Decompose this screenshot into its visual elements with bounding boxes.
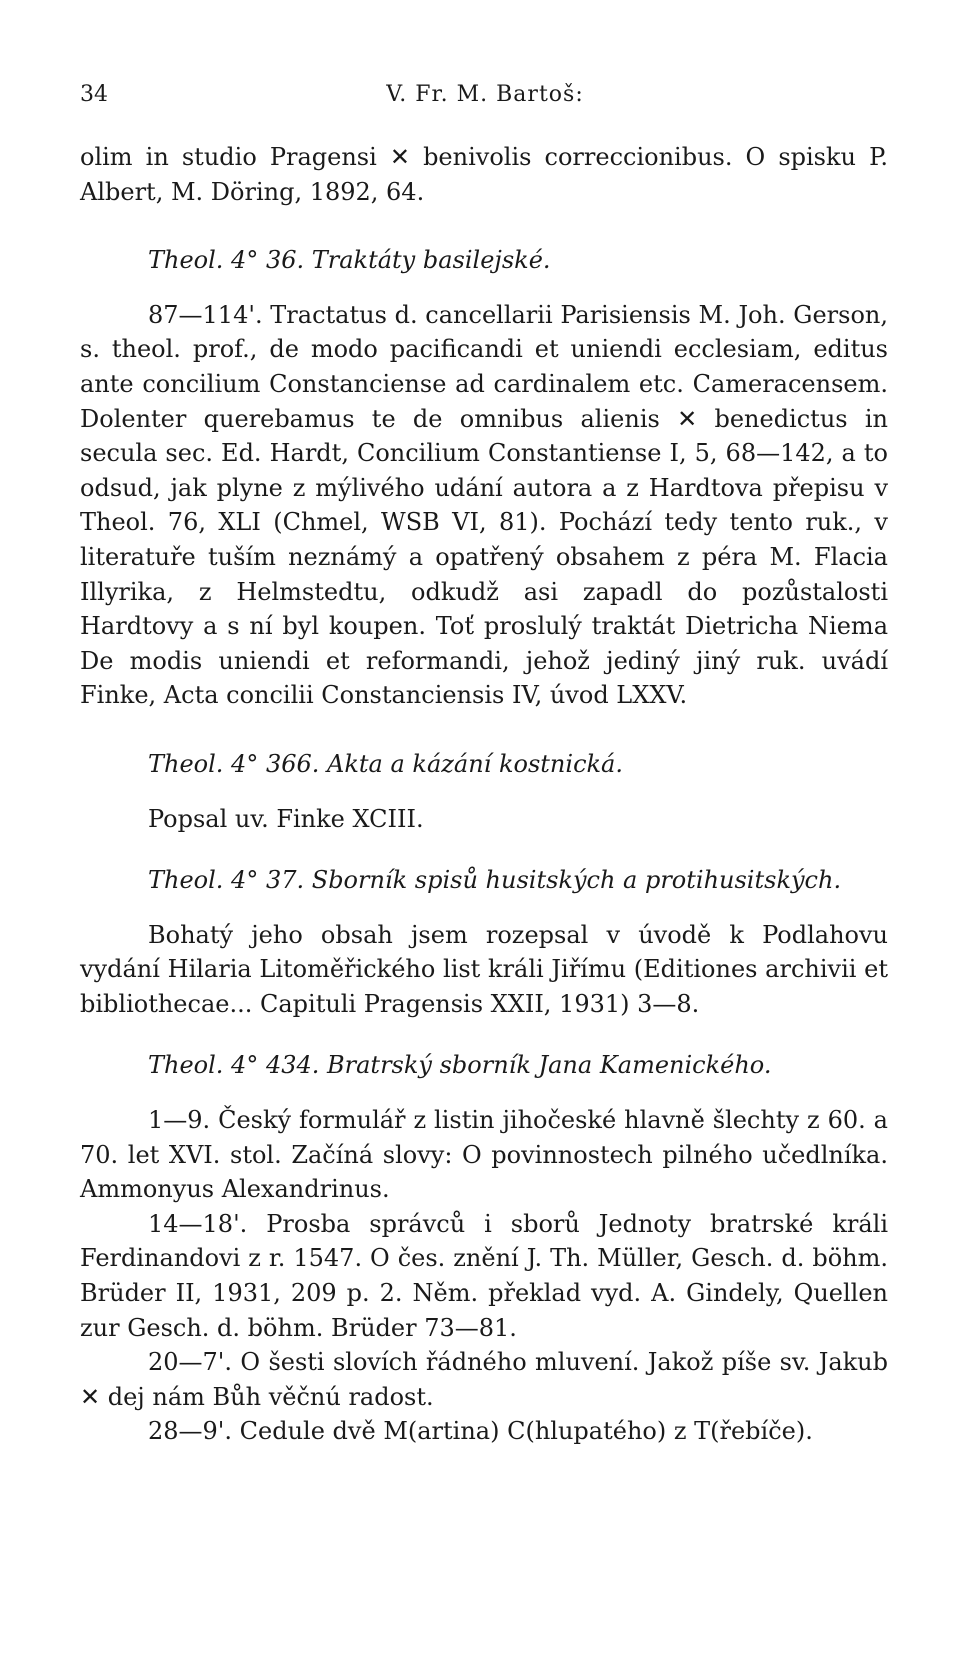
- section-heading-theol-36: Theol. 4° 36. Traktáty basilejské.: [148, 246, 551, 275]
- page-header: [80, 78, 890, 112]
- section-heading-theol-366: Theol. 4° 366. Akta a kázání kostnická.: [148, 749, 623, 778]
- spacer: [80, 1021, 888, 1048]
- paragraph-formular: 1—9. Český formulář z listin jihočeské hlavně šlechty z 60. a 70. let XVI. stol. Začíná slovy: O povinnostech pilného učedlníka. Ammonyus Alexandrinus.: [80, 1106, 888, 1204]
- page-number: 34: [80, 82, 108, 107]
- paragraph-sesti-slovich: 20—7'. O šesti slovích řádného mluvení. Jakož píše sv. Jakub ✕ dej nám Bůh věčnú radost.: [80, 1348, 888, 1411]
- paragraph-podlaha: Bohatý jeho obsah jsem rozepsal v úvodě k Podlahovu vydání Hilaria Litoměřického list králi Jiřímu (Editiones archivii et bibliothecae... Capituli Pragensis XXII, 1931) 3—8.: [80, 920, 888, 1018]
- section-heading-theol-37: Theol. 4° 37. Sborník spisů husitských a protihusitských.: [148, 866, 842, 895]
- spacer: [80, 713, 888, 747]
- spacer: [80, 278, 888, 298]
- spacer: [80, 1083, 888, 1103]
- spacer: [80, 836, 888, 863]
- running-title: V. Fr. M. Bartoš:: [386, 82, 584, 107]
- spacer: [80, 209, 888, 243]
- paragraph-finke: Popsal uv. Finke XCIII.: [148, 804, 424, 833]
- paragraph-continuation: olim in studio Pragensi ✕ benivolis correccionibus. O spisku P. Albert, M. Döring, 1892, 64.: [80, 143, 888, 206]
- page-body: [80, 140, 888, 1449]
- section-heading-theol-434: Theol. 4° 434. Bratrský sborník Jana Kamenického.: [148, 1051, 772, 1080]
- paragraph-prosba: 14—18'. Prosba správců i sborů Jednoty bratrské králi Ferdinandovi z r. 1547. O čes. znění J. Th. Müller, Gesch. d. böhm. Brüder II, 1931, 209 p. 2. Něm. překlad vyd. A. Gindely, Quellen zur Gesch. d. böhm. Brüder 73—81.: [80, 1209, 888, 1342]
- spacer: [80, 898, 888, 918]
- spacer: [80, 782, 888, 802]
- paragraph-cedule: 28—9'. Cedule dvě M(artina) C(hlupatého) z T(řebíče).: [148, 1417, 813, 1446]
- paragraph-gerson-tractatus: 87—114'. Tractatus d. cancellarii Parisiensis M. Joh. Gerson, s. theol. prof., de modo pacificandi et uniendi ecclesiam, editus ante concilium Constanciense ad cardinalem etc. Cameracensem. Dolenter querebamus te de omnibus alienis ✕ benedictus in secula sec. Ed. Hardt, Concilium Constantiense I, 5, 68—142, a to odsud, jak plyne z mýlivého udání autora a z Hardtova přepisu v Theol. 76, XLI (Chmel, WSB VI, 81). Pochází tedy tento ruk., v literatuře tuším neznámý a opatřený obsahem z péra M. Flacia Illyrika, z Helmstedtu, odkudž asi zapadl do pozůstalosti Hardtovy a s ní byl koupen. Toť proslulý traktát Dietricha Niema De modis uniendi et reformandi, jehož jediný jiný ruk. uvádí Finke, Acta concilii Constanciensis IV, úvod LXXV.: [80, 300, 888, 710]
